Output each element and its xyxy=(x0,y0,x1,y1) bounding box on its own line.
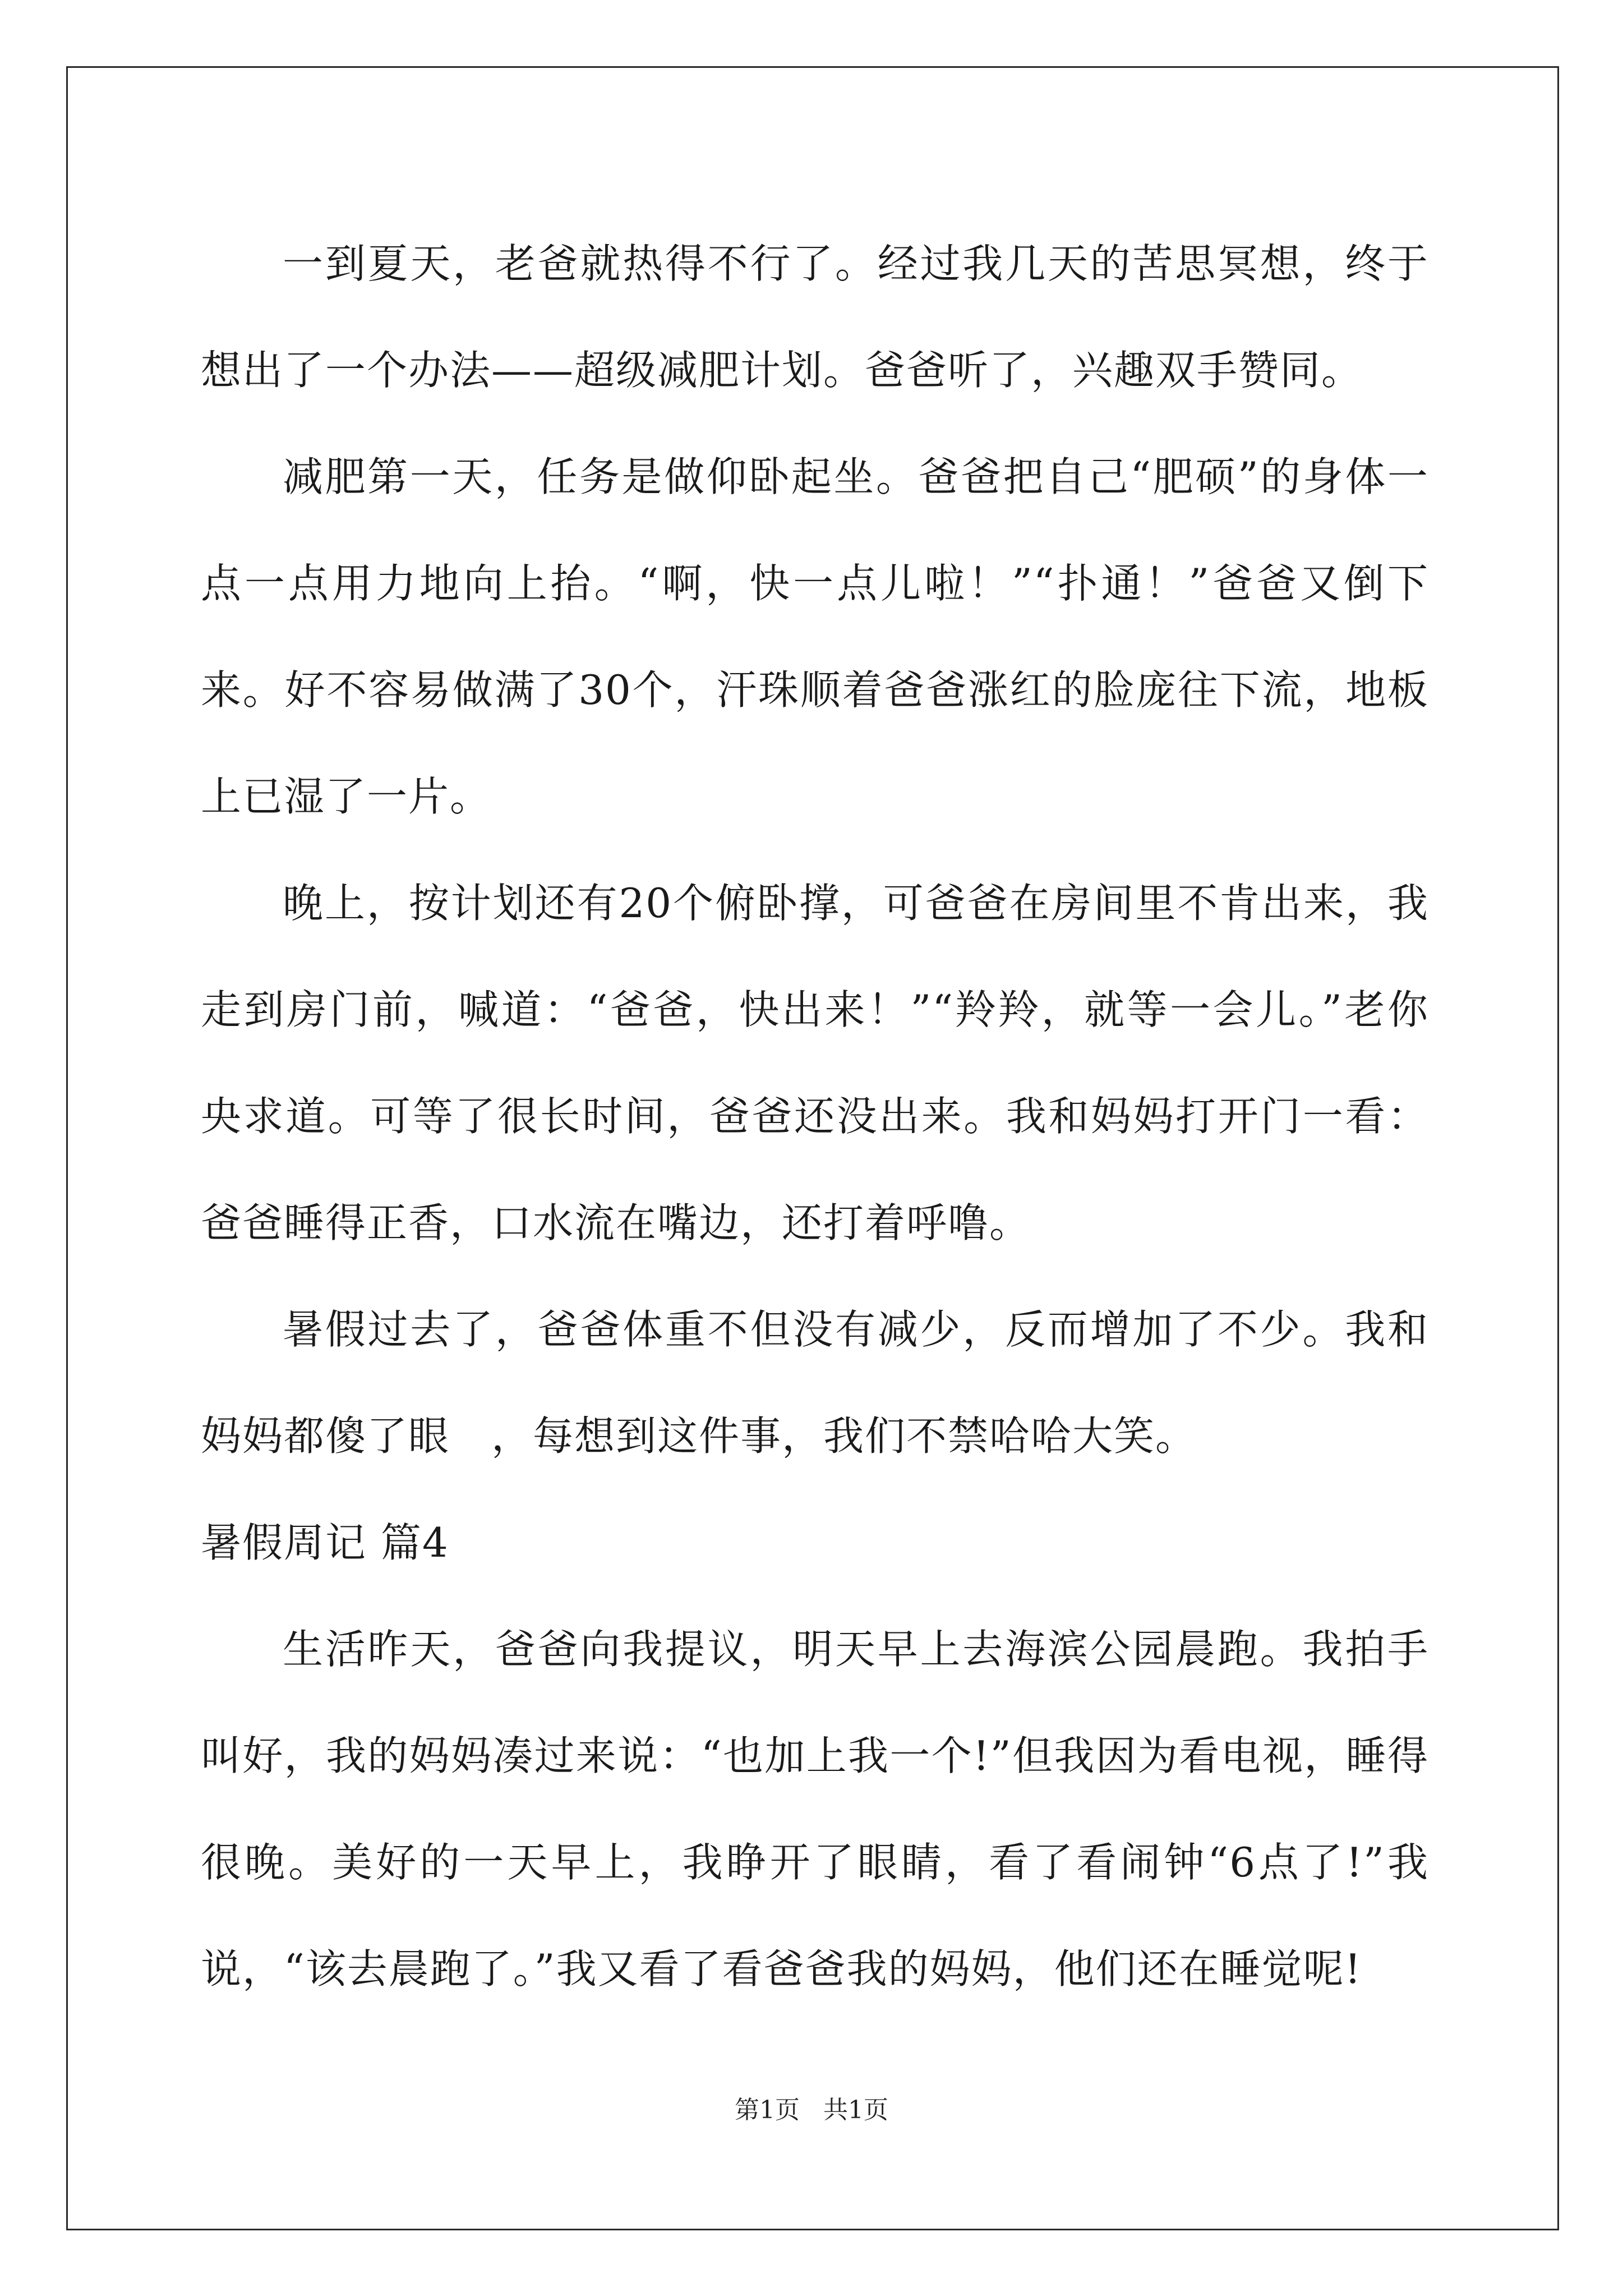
document-body xyxy=(201,210,1429,2022)
paragraph: 暑假过去了，爸爸体重不但没有减少，反而增加了不少。我和妈妈都傻了眼 ，每想到这件事，我们不禁哈哈大笑。 xyxy=(201,1306,1429,1460)
page-number: 第1页 xyxy=(735,2096,800,2124)
page-footer xyxy=(0,2090,1623,2125)
paragraph: 一到夏天，老爸就热得不行了。经过我几天的苦思冥想，终于想出了一个办法——超级减肥计划。爸爸听了，兴趣双手赞同。 xyxy=(201,240,1429,394)
paragraph: 减肥第一天，任务是做仰卧起坐。爸爸把自己“肥硕”的身体一点一点用力地向上抬。“啊，快一点儿啦！”“扑通！”爸爸又倒下来。好不容易做满了30个，汗珠顺着爸爸涨红的脸庞往下流，地板上已湿了一片。 xyxy=(201,453,1429,820)
page-total: 共1页 xyxy=(823,2096,888,2124)
section-heading: 暑假周记 篇4 xyxy=(201,1519,449,1566)
paragraph: 生活昨天，爸爸向我提议，明天早上去海滨公园晨跑。我拍手叫好，我的妈妈凑过来说：“也加上我一个!”但我因为看电视，睡得很晚。美好的一天早上，我睁开了眼睛，看了看闹钟“6点了!”我说，“该去晨跑了。”我又看了看爸爸我的妈妈，他们还在睡觉呢! xyxy=(201,1626,1429,1993)
paragraph: 晚上，按计划还有20个俯卧撑，可爸爸在房间里不肯出来，我走到房门前，喊道：“爸爸，快出来！”“羚羚，就等一会儿。”老你央求道。可等了很长时间，爸爸还没出来。我和妈妈打开门一看：爸爸睡得正香，口水流在嘴边，还打着呼噜。 xyxy=(201,880,1429,1246)
